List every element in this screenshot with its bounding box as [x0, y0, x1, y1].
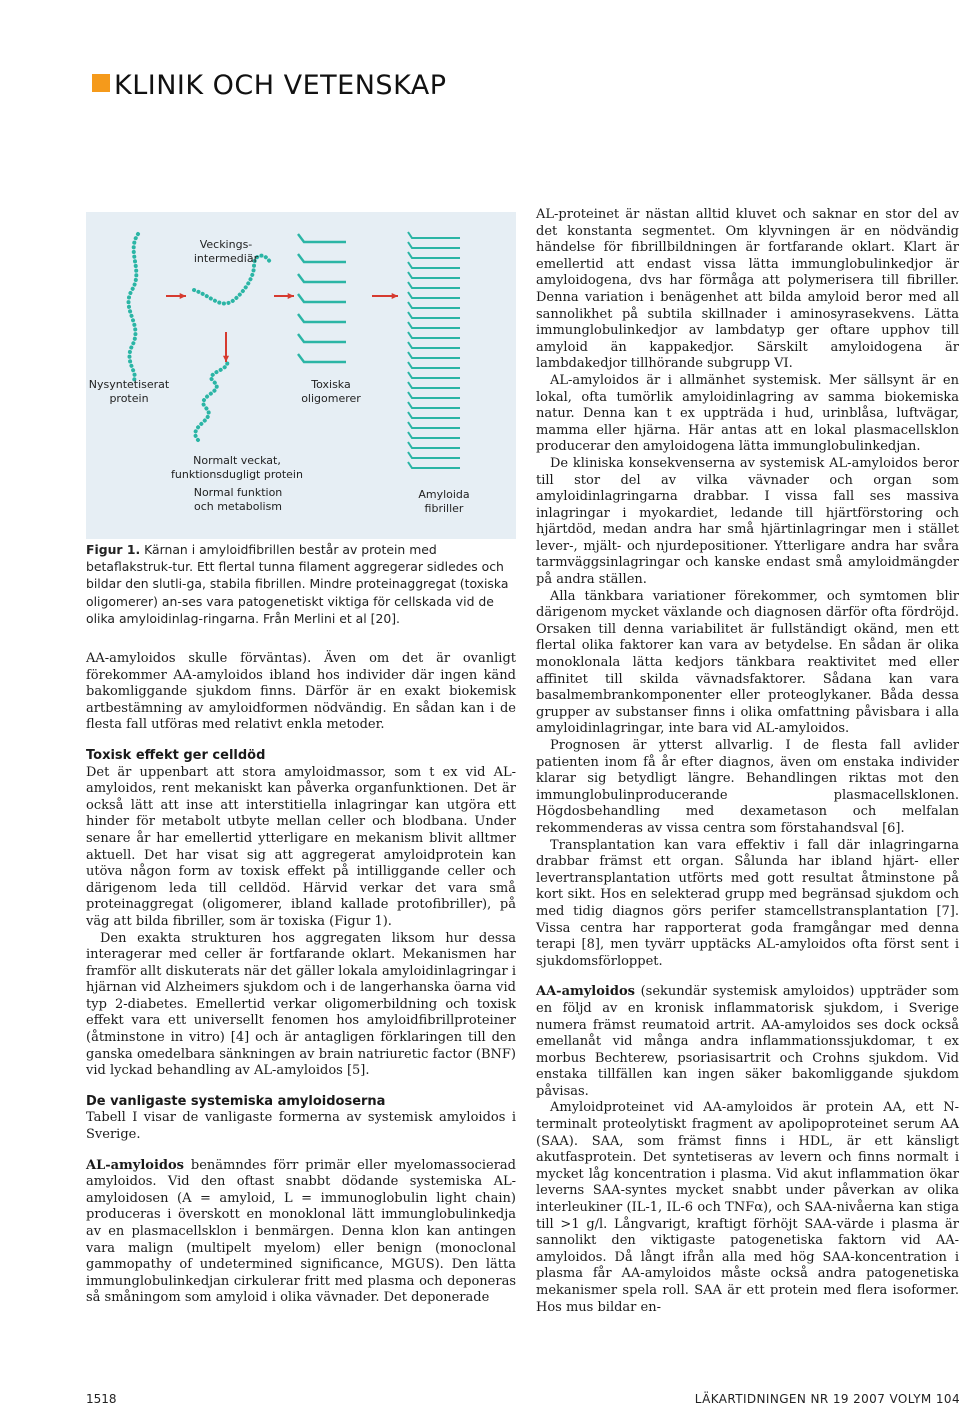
left-paragraph-1: AA-amyloidos skulle förväntas). Även om det är ovanligt förekommer AA-amyloidos ibland hos individer där ingen känd bakomliggande sjukdom finns. Därför är en exakt biokemisk artbestämning av amyloidformen nödvändig. En sådan kan i de flesta fall utföras med relativt enkla metoder.: [86, 651, 516, 733]
right-paragraph-2: AL-amyloidos är i allmänhet systemisk. Mer sällsynt är en lokal, ofta tumörlik amyloidinlagring av samma biokemiska natur. Denna kan t ex uppträda i hud, urinblåsa, luftvägar, mamma eller hjärna. Här antas att en lokal plasmacellsklon producerar den amyloidogena lätta immunglobulinkedjan.: [536, 372, 959, 455]
right-paragraph-5: Prognosen är ytterst allvarlig. I de flesta fall avlider patienten inom få år efter diagnos, även om enstaka individer klarar sig betydligt längre. Behandlingen riktas mot den immunglobulinproducerande plasmacellsklonen. Högdosbehandling med dexametason och melfalan rekommenderas av vissa centra som förstahandsval [6].: [536, 738, 959, 836]
label-native-protein: Normalt veckat, funktionsdugligt protein: [171, 454, 303, 481]
caption-label: Figur 1.: [86, 542, 141, 557]
toxic-oligomer-strand: [298, 274, 346, 282]
right-paragraph-4: Alla tänkbara variationer förekommer, och symtomen blir därigenom mycket växlande och diagnosen därför ofta fördröjd. Orsaken till denna variabilitet är fullständigt okänd, men ett flertal olika faktorer kan vara av betydelse. En sådan är olika monoklonala lätta kedjors tänkbara reaktivitet med eller affinitet till skilda vävnadsfaktorer. Sådana kan vara basalmembrankomponenter eller proteoglykaner. Båda dessa grupper av substanser finns i olika omfattning påvisbara i alla amyloidinlagringar, inte bara vid AL-amyloidos.: [536, 588, 959, 737]
caption-text: Kärnan i amyloidfibrillen består av protein med betaflakstruk-tur. Ett flertal tunna filament aggregerar sidledes och bildar den slutli-ga, stabila fibrillen. Mindre proteinaggregat (toxiska oligomerer) an-ses vara patogenetiskt viktiga för cellskada vid de olika amyloidinlag-ringarna. Från Merlini et al [20].: [86, 542, 509, 626]
toxic-oligomer-strand: [298, 334, 346, 342]
figure-amyloid-formation: [86, 212, 516, 539]
amyloid-fibril-strand: [408, 442, 460, 448]
label-toxic-oligomers: Toxiska oligomerer: [301, 378, 361, 405]
right-paragraph-3: De kliniska konsekvenserna av systemisk AL-amyloidos beror till stor del av vilka vävnader och organ som amyloidinlagringarna drabbar. I vissa fall ses massiva inlagringar i myokardiet, ledande till hjärtförstoring och hjärtdöd, medan andra har små hjärtinlagringar men i stället lever-, mjält- och njurdepositioner. Ytterligare andra har svåra tarmväggsinlagringar och kanske endast små amyloidmängder på andra ställen.: [536, 455, 959, 588]
amyloid-fibril-strand: [408, 252, 460, 258]
figure-caption: [86, 541, 516, 627]
left-column: [86, 651, 516, 1307]
section-accent-square: [92, 74, 110, 92]
left-paragraph-5-text: benämndes förr primär eller myelomassocierad amyloidos. Vid den oftast snabbt dödande systemiska AL-amyloidosen (A = amyloid, L = immunoglobulin light chain) produceras i överskott en monoklonal lätt immunglobulinkedja av en plasmacellsklon i benmärgen. Denna klon kan antingen vara malign (multipelt myelom) eller benign (monoclonal gammopathy of undetermined significance, MGUS). Den lätta immunglobulinkedjan cirkulerar fritt med plasma och deponeras så småningom som amyloid i olika vävnader. Det deponerade: [86, 1157, 516, 1306]
toxic-oligomer-strand: [298, 234, 346, 242]
amyloid-fibril-strand: [408, 382, 460, 388]
lead-al-amyloidos: AL-amyloidos: [86, 1157, 184, 1173]
heading-systemic-amyloidoses: De vanligaste systemiska amyloidoserna: [86, 1093, 386, 1109]
toxic-oligomer-strand: [298, 254, 346, 262]
amyloid-fibril-strand: [408, 452, 460, 458]
journal-footer: LÄKARTIDNINGEN NR 19 2007 VOLYM 104: [694, 1392, 960, 1406]
toxic-oligomer-strand: [298, 294, 346, 302]
amyloid-fibril-strand: [408, 372, 460, 378]
amyloid-fibril-strand: [408, 412, 460, 418]
amyloid-fibril-strand: [408, 242, 460, 248]
arrow-intermediate-to-native-head: [223, 356, 229, 362]
toxic-oligomer-strand: [298, 314, 346, 322]
amyloid-fibril-strand: [408, 322, 460, 328]
amyloid-fibril-strand: [408, 262, 460, 268]
label-normal-function: Normal funktion och metabolism: [193, 486, 283, 513]
right-column: [536, 207, 959, 1316]
left-paragraph-5: [86, 1158, 516, 1307]
nascent-protein-strand: [129, 234, 138, 380]
amyloid-fibril-strand: [408, 392, 460, 398]
arrow-oligomer-to-fibril-head: [392, 293, 398, 299]
left-paragraph-2: Det är uppenbart att stora amyloidmassor, som t ex vid AL-amyloidos, rent mekaniskt kan påverka organfunktionen. Det är också lätt att inse att interstitiella inlagringar kan utgöra ett hinder för metabolt utbyte mellan celler och blodbana. Under senare år har emellertid ytterligare en mekanism blivit alltmer aktuell. Det har visat sig att aggregerat amyloidprotein kan utöva någon form av toxisk effekt på intilliggande celler och därigenom leda till celldöd. Härvid verkar det vara små proteinaggregat (oligomerer, ibland kallade protofibriller), på väg att bilda fibriller, som är toxiska (Figur 1).: [86, 764, 516, 929]
arrow-nascent-to-intermediate-head: [180, 293, 186, 299]
label-folding-intermediate: Veckings- intermediär: [193, 238, 259, 265]
arrow-intermediate-to-oligomer-head: [288, 293, 294, 299]
section-title: KLINIK OCH VETENSKAP: [114, 70, 447, 101]
amyloid-fibril-strand: [408, 282, 460, 288]
amyloid-fibril-strand: [408, 232, 460, 238]
amyloid-fibril-strand: [408, 462, 460, 468]
right-paragraph-7-text: (sekundär systemisk amyloidos) uppträder som en följd av en kronisk inflammatorisk sjukdom, i Sverige numera främst reumatoid artrit. AA-amyloidos ses dock också emellanåt vid många andra inflammationssjukdomar, t ex morbus Bechterew, psoriasisartrit och Crohns sjukdom. Vid enstaka tillfällen kan ingen säker bakomliggande sjukdom påvisas.: [536, 984, 959, 1099]
label-amyloid-fibrils: Amyloida fibriller: [418, 488, 470, 515]
amyloid-fibril-strand: [408, 292, 460, 298]
amyloid-fibril-strand: [408, 302, 460, 308]
right-paragraph-1: AL-proteinet är nästan alltid kluvet och saknar en stor del av det konstanta segmentet. Om klyvningen är en nödvändig händelse för fibrillbildningen är fortfarande oklart. Klart är emellertid att endast vissa lätta immunglobulinkedjor är amyloidogena, dvs har förmåga att polymerisera till fibriller. Denna variation i benägenhet att bilda amyloid beror med all sannolikhet på subtila skillnader i aminosyrasekvens. Lätta immunglobulinkedjor av lambdatyp ger oftare upphov till amyloid än kappakedjor. Särskilt amyloidogena är lambdakedjor tillhörande subgrupp VI.: [536, 207, 959, 372]
toxic-oligomer-strand: [298, 354, 346, 362]
amyloid-fibril-strand: [408, 362, 460, 368]
amyloid-fibril-strand: [408, 332, 460, 338]
right-paragraph-6: Transplantation kan vara effektiv i fall där inlagringarna drabbar främst ett organ. Sålunda har ibland hjärt- eller levertransplantation utförts med gott resultat åtminstone på kort sikt. Hos en selekterad grupp med begränsad sjukdom och med tidig diagnos görs perifer stamcellstransplantation [7]. Vissa centra har rapporterat goda framgångar med denna terapi [8], men tyvärr upptäcks AL-amyloidos ofta först sent i sjukdomsförloppet.: [536, 837, 959, 969]
heading-toxic-effect: Toxisk effekt ger celldöd: [86, 747, 266, 763]
right-paragraph-7: [536, 984, 959, 1100]
amyloid-fibril-strand: [408, 342, 460, 348]
lead-aa-amyloidos: AA-amyloidos: [536, 984, 635, 1000]
label-nascent-protein: Nysyntetiserat protein: [88, 378, 170, 405]
page-number: 1518: [86, 1392, 117, 1406]
amyloid-fibril-strand: [408, 352, 460, 358]
left-paragraph-4: Tabell I visar de vanligaste formerna av systemisk amyloidos i Sverige.: [86, 1110, 516, 1143]
amyloid-fibril-strand: [408, 272, 460, 278]
amyloid-fibril-strand: [408, 422, 460, 428]
amyloid-fibril-strand: [408, 312, 460, 318]
right-paragraph-8: Amyloidproteinet vid AA-amyloidos är protein AA, ett N-terminalt proteolytiskt fragment av apolipoproteinet serum AA (SAA). SAA, som främst finns i HDL, är ett känsligt akutfasprotein. Det syntetiseras av levern och finns normalt i mycket låg koncentration i plasma. Vid akut inflammation ökar leverns SAA-syntes mycket snabbt under påverkan av olika interleukiner (IL-1, IL-6 och TNFα), och SAA-nivåerna kan stiga till >1 g/l. Långvarigt, kraftigt förhöjt SAA-värde i plasma är sannolikt den viktigaste patogenetiska faktorn vid AA-amyloidos. Då långt ifrån alla med hög SAA-koncentration i plasma får AA-amyloidos måste också andra patogenetiska mekanismer spela roll. SAA är ett protein med flera isoformer. Hos mus bildar en-: [536, 1100, 959, 1315]
amyloid-fibril-strand: [408, 402, 460, 408]
amyloid-fibril-strand: [408, 432, 460, 438]
left-paragraph-3: Den exakta strukturen hos aggregaten liksom hur dessa interagerar med celler är fortfarande oklart. Mekanismen har framför allt diskuterats när det gäller lokala amyloidinlagringar i hjärnan vid Alzheimers sjukdom och i de langerhanska öarna vid typ 2-diabetes. Emellertid verkar oligomerbildning och toxisk effekt vara ett universellt fenomen hos amyloidfibrillproteiner (åtminstone in vitro) [4] och är antagligen förklaringen till den ganska omedelbara sänkningen av brain natriuretic factor (BNF) vid lyckad behandling av AL-amyloidos [5].: [86, 930, 516, 1079]
native-protein-strand: [195, 360, 227, 440]
